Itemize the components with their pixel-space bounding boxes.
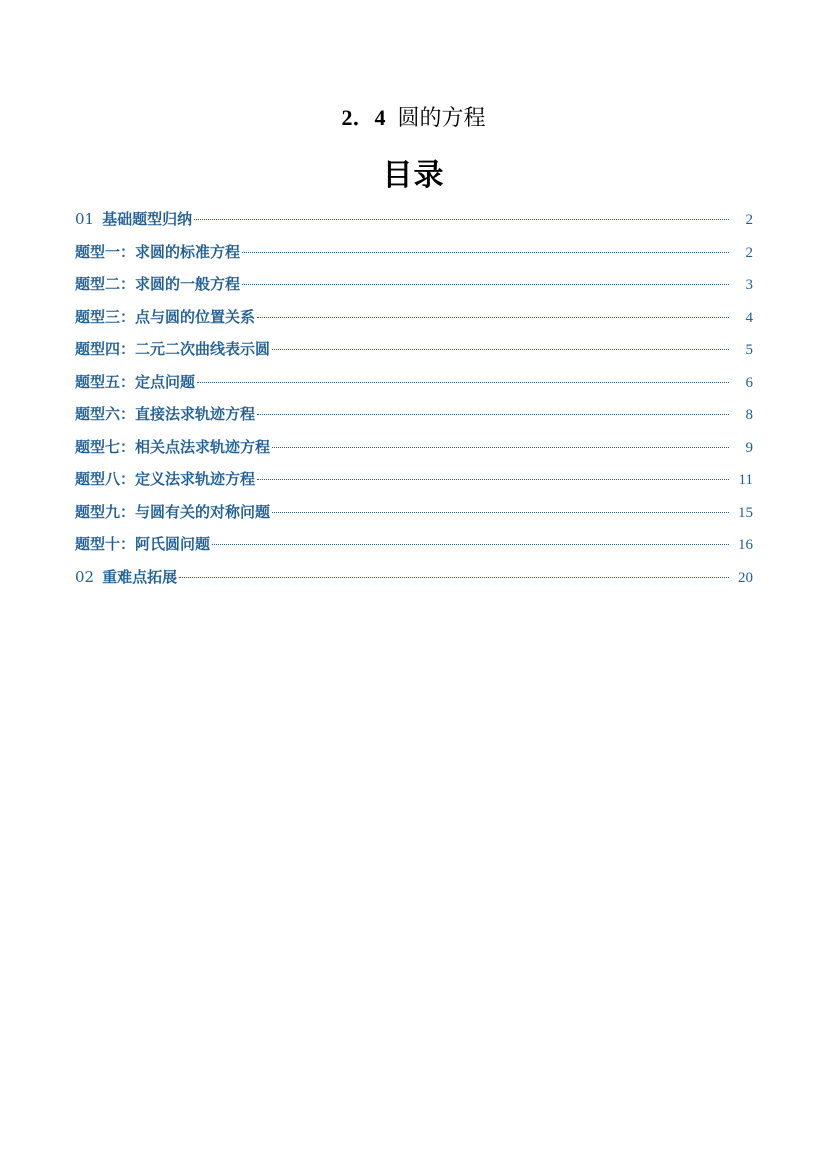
table-of-contents: [75, 208, 753, 598]
toc-entry-label: 题型九：与圆有关的对称问题: [75, 502, 271, 521]
toc-entry-type-7[interactable]: [75, 436, 753, 469]
toc-entry-type-4[interactable]: [75, 338, 753, 371]
document-title: [0, 101, 827, 132]
toc-entry-label: 题型十：阿氏圆问题: [75, 535, 211, 553]
toc-entry-type-3[interactable]: [75, 306, 753, 339]
toc-entry-type-8[interactable]: [75, 468, 753, 501]
toc-entry-label: 01 基础题型归纳: [75, 210, 193, 228]
dot-leader: [257, 479, 729, 480]
toc-page-number: 15: [738, 504, 753, 521]
dot-leader: [272, 447, 729, 448]
toc-entry-type-5[interactable]: [75, 371, 753, 404]
toc-entry-type-9[interactable]: [75, 501, 753, 534]
toc-section-number: 01: [75, 210, 95, 228]
toc-page-number: 20: [738, 569, 753, 586]
toc-heading: 目录: [382, 158, 445, 193]
toc-entry-label: 题型五：定点问题: [75, 372, 196, 391]
toc-page-number: 16: [738, 537, 753, 553]
toc-page-number: 5: [745, 342, 753, 358]
dot-leader: [272, 349, 729, 350]
title-text: 圆的方程: [397, 106, 486, 131]
toc-entry-label: 题型三：点与圆的位置关系: [75, 307, 256, 326]
toc-entry-basic-types[interactable]: [75, 208, 753, 241]
toc-entry-label: 题型四：二元二次曲线表示圆: [75, 340, 271, 358]
toc-entry-label: 02 重难点拓展: [75, 567, 178, 586]
dot-leader: [242, 252, 729, 253]
dot-leader: [212, 544, 729, 545]
toc-entry-type-6[interactable]: [75, 403, 753, 436]
toc-page-number: 2: [745, 212, 753, 228]
dot-leader: [194, 219, 729, 220]
toc-page-number: 8: [745, 407, 753, 423]
title-number: 2．4: [341, 105, 386, 130]
toc-page-number: 2: [745, 244, 753, 261]
toc-entry-label: 题型一：求圆的标准方程: [75, 242, 241, 261]
toc-page-number: 3: [745, 277, 753, 293]
toc-page-number: 6: [745, 374, 753, 391]
dot-leader: [272, 512, 729, 513]
toc-entry-label: 题型六：直接法求轨迹方程: [75, 405, 256, 423]
dot-leader: [257, 414, 729, 415]
toc-page-number: 4: [745, 309, 753, 326]
toc-entry-label: 题型七：相关点法求轨迹方程: [75, 437, 271, 456]
dot-leader: [197, 382, 729, 383]
toc-page-number: 11: [738, 472, 753, 488]
dot-leader: [179, 577, 729, 578]
toc-entry-type-2[interactable]: [75, 273, 753, 306]
dot-leader: [257, 317, 729, 318]
toc-entry-label: 题型二：求圆的一般方程: [75, 275, 241, 293]
toc-entry-type-10[interactable]: [75, 533, 753, 566]
toc-entry-type-1[interactable]: [75, 241, 753, 274]
toc-entry-label: 题型八：定义法求轨迹方程: [75, 470, 256, 488]
toc-page-number: 9: [745, 439, 753, 456]
toc-entry-advanced[interactable]: [75, 566, 753, 599]
dot-leader: [242, 284, 729, 285]
toc-section-number: 02: [75, 567, 95, 586]
